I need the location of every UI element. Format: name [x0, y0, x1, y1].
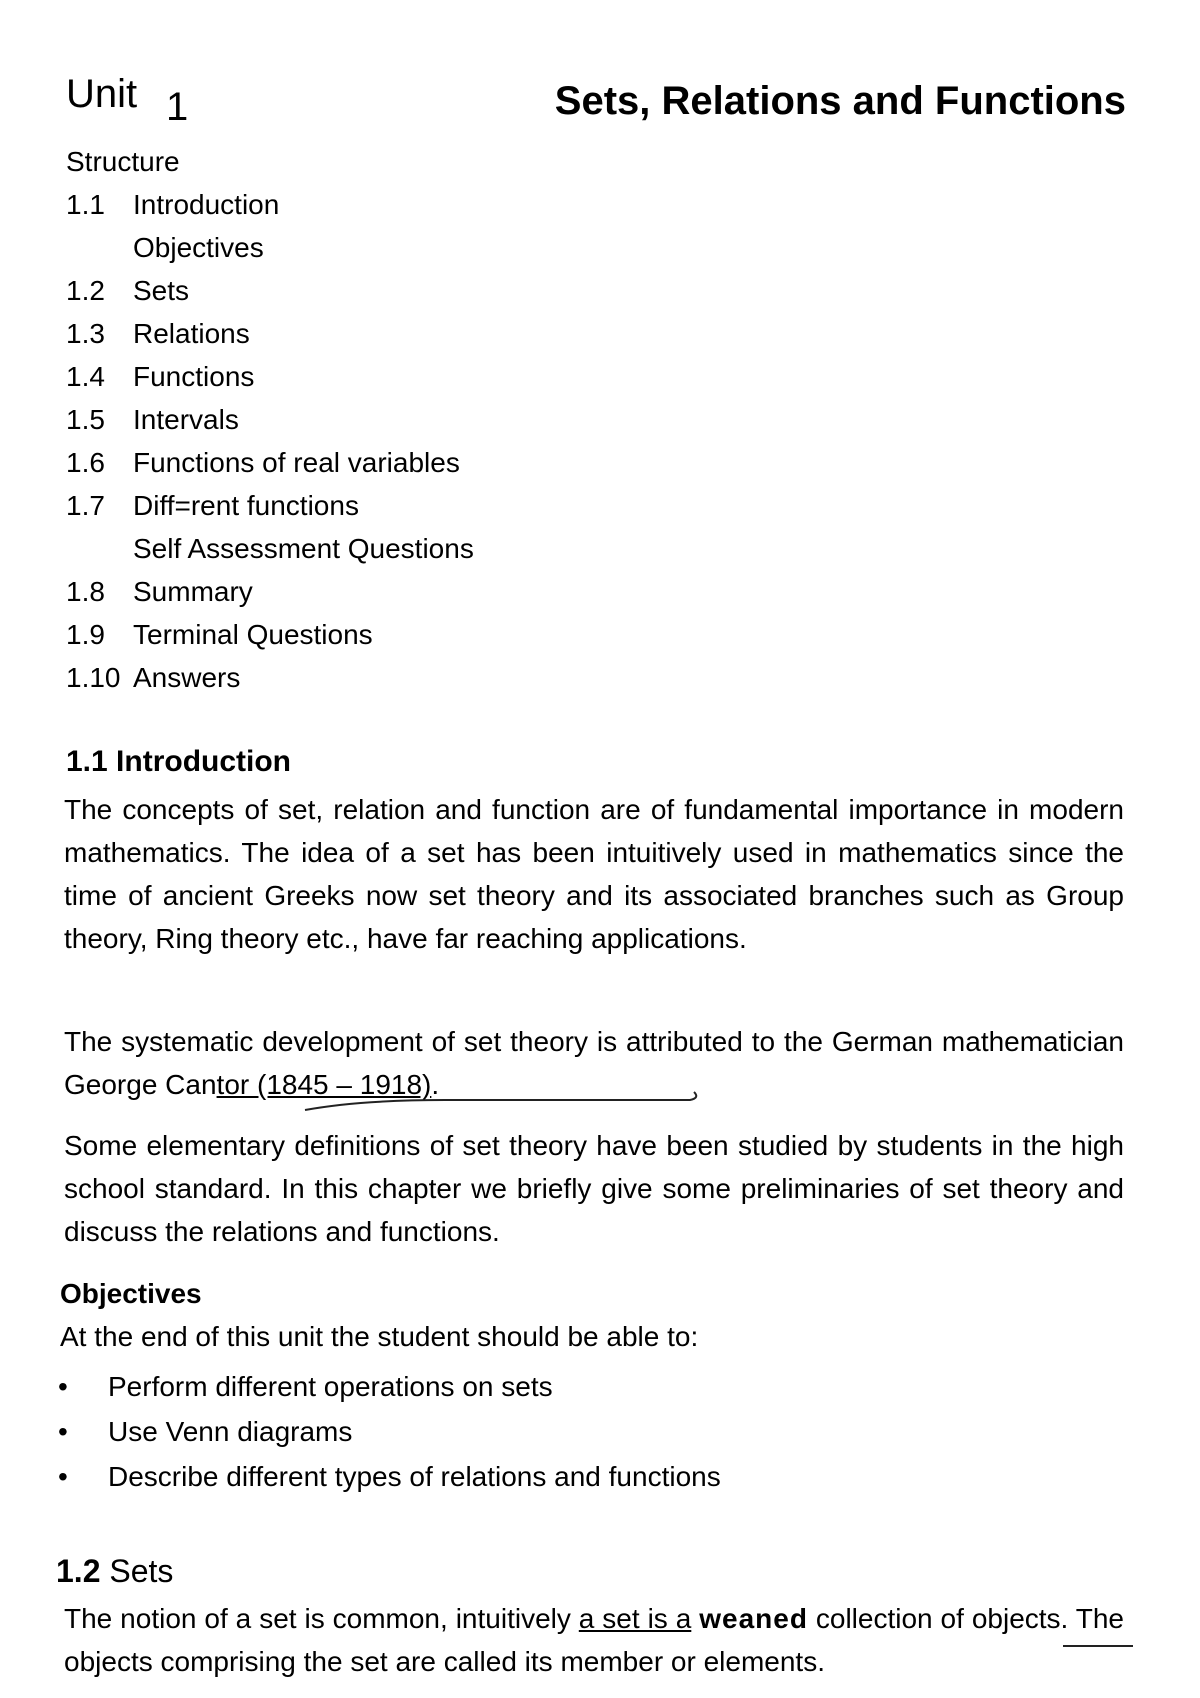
list-item-text: Describe different types of relations and functions — [108, 1461, 721, 1492]
bold-text: weaned — [699, 1603, 808, 1634]
toc-label: Answers — [133, 662, 241, 693]
unit-label: Unit — [66, 72, 138, 116]
bullet-icon: • — [58, 1461, 68, 1492]
toc-label: Introduction — [133, 189, 280, 220]
paragraph-text: The systematic development of set theory is attributed to the German mathematician George Can — [64, 1026, 1124, 1100]
toc-label: Diff=rent functions — [133, 490, 359, 521]
sets-heading — [56, 1553, 173, 1590]
underlined-text: tor (1845 – 1918) — [216, 1069, 432, 1100]
introduction-paragraph-1: The concepts of set, relation and function are of fundamental importance in modern mathematics. The idea of a set has been intuitively used in mathematics since the time of ancient Greeks now set theory and its associated branches such as Group theory, Ring theory etc., have far reaching applications. — [64, 794, 1124, 954]
toc-number: 1.4 — [66, 361, 105, 392]
toc-label: Self Assessment Questions — [133, 533, 474, 564]
toc-label: Functions of real variables — [133, 447, 460, 478]
paragraph-text: The notion of a set is common, intuitively — [64, 1603, 579, 1634]
toc-number: 1.2 — [66, 275, 105, 306]
toc-number: 1.1 — [66, 189, 105, 220]
list-item-text: Use Venn diagrams — [108, 1416, 353, 1447]
toc-number: 1.10 — [66, 662, 121, 693]
introduction-heading: 1.1 Introduction — [66, 745, 291, 778]
toc-label: Objectives — [133, 232, 264, 263]
toc-number: 1.3 — [66, 318, 105, 349]
toc-label: Intervals — [133, 404, 239, 435]
toc-number: 1.7 — [66, 490, 105, 521]
sets-heading-number: 1.2 — [56, 1553, 101, 1589]
unit-title: Sets, Relations and Functions — [554, 79, 1126, 123]
paragraph-text: . — [431, 1069, 440, 1100]
sets-paragraph-1 — [64, 1597, 1124, 1683]
toc-label: Sets — [133, 275, 190, 306]
toc-number: 1.9 — [66, 619, 105, 650]
introduction-paragraph-3: Some elementary definitions of set theory have been studied by students in the high school standard. In this chapter we briefly give some preliminaries of set theory and discuss the relations and functions. — [64, 1130, 1124, 1247]
toc-number: 1.8 — [66, 576, 105, 607]
underlined-text: a set is a — [578, 1603, 692, 1634]
toc-number: 1.6 — [66, 447, 105, 478]
toc-label: Relations — [133, 318, 250, 349]
bullet-icon: • — [58, 1371, 68, 1402]
list-item-text: Perform different operations on sets — [108, 1371, 553, 1402]
bullet-icon: • — [58, 1416, 68, 1447]
paragraph-text: collection of objects. The objects comprising the set are called its member or elements. — [64, 1603, 1124, 1677]
structure-heading: Structure — [66, 146, 180, 177]
sets-heading-label: Sets — [100, 1553, 174, 1589]
toc-number: 1.5 — [66, 404, 105, 435]
toc-label: Terminal Questions — [133, 619, 373, 650]
objectives-intro: At the end of this unit the student should be able to: — [60, 1321, 699, 1352]
objectives-heading: Objectives — [60, 1278, 202, 1309]
toc-label: Summary — [133, 576, 253, 607]
toc-label: Functions — [133, 361, 255, 392]
unit-number: 1 — [166, 85, 189, 129]
